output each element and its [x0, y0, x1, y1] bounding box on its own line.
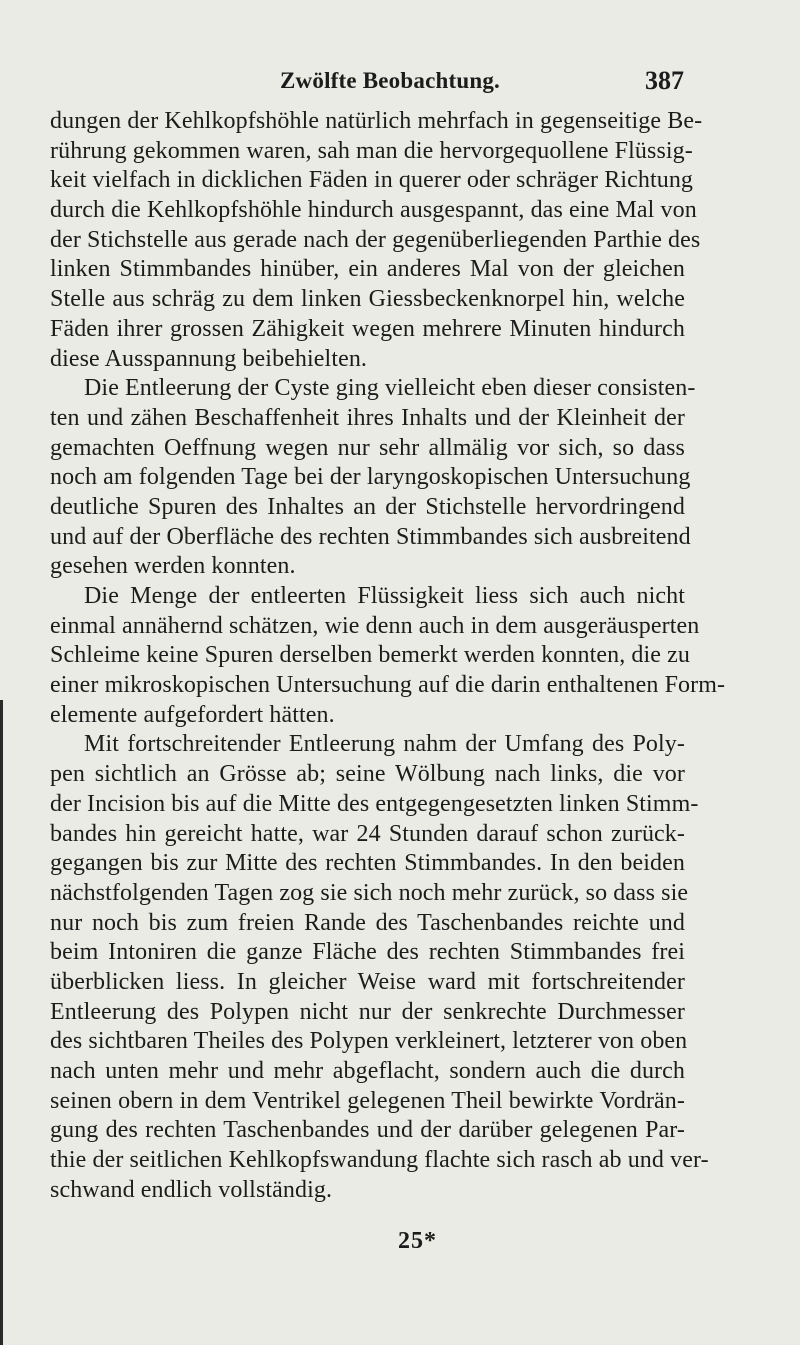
text-line: deutliche Spuren des Inhaltes an der Stichstelle hervordringend — [50, 493, 685, 520]
text-line: Schleime keine Spuren derselben bemerkt werden konnten, die zu — [50, 642, 690, 669]
chapter-title: Zwölfte Beobachtung. — [280, 68, 500, 93]
text-line: Die Menge der entleerten Flüssigkeit liess sich auch nicht — [84, 583, 685, 609]
text-line: dungen der Kehlkopfshöhle natürlich mehrfach in gegenseitige Be- — [50, 108, 703, 134]
text-line: gegangen bis zur Mitte des rechten Stimmbandes. In den beiden — [50, 850, 685, 877]
text-line: nächstfolgenden Tagen zog sie sich noch mehr zurück, so dass sie — [50, 879, 689, 906]
text-line: bandes hin gereicht hatte, war 24 Stunden darauf schon zurück- — [50, 820, 685, 847]
text-line: thie der seitlichen Kehlkopfswandung flachte sich rasch ab und ver- — [50, 1147, 709, 1174]
text-line: gung des rechten Taschenbandes und der darüber gelegenen Par- — [50, 1117, 685, 1144]
text-line: Die Entleerung der Cyste ging vielleicht eben dieser consisten- — [84, 375, 696, 402]
text-line: einmal annähernd schätzen, wie denn auch in dem ausgeräusperten — [50, 612, 700, 639]
running-head — [96, 68, 684, 102]
text-line: des sichtbaren Theiles des Polypen verkleinert, letzterer von oben — [50, 1028, 688, 1055]
text-line: rührung gekommen waren, sah man die hervorgequollene Flüssig- — [50, 137, 693, 164]
text-line: gemachten Oeffnung wegen nur sehr allmälig vor sich, so dass — [50, 434, 685, 461]
text-line: elemente aufgefordert hätten. — [50, 701, 335, 728]
text-line: einer mikroskopischen Untersuchung auf die darin enthaltenen Form- — [50, 672, 726, 699]
text-line: der Stichstelle aus gerade nach der gegenüberliegenden Parthie des — [50, 226, 701, 253]
text-line: Fäden ihrer grossen Zähigkeit wegen mehrere Minuten hindurch — [50, 315, 685, 342]
text-line: gesehen werden konnten. — [50, 553, 296, 580]
text-line: ten und zähen Beschaffenheit ihres Inhalts und der Kleinheit der — [50, 404, 685, 431]
text-line: nur noch bis zum freien Rande des Taschenbandes reichte und — [50, 909, 685, 936]
text-line: pen sichtlich an Grösse ab; seine Wölbung nach links, die vor — [50, 761, 685, 788]
text-line: der Incision bis auf die Mitte des entgegengesetzten linken Stimm- — [50, 790, 699, 817]
text-line: keit vielfach in dicklichen Fäden in querer oder schräger Richtung — [50, 167, 694, 194]
signature-mark: 25* — [398, 1228, 437, 1254]
text-line: Entleerung des Polypen nicht nur der senkrechte Durchmesser — [50, 998, 685, 1025]
text-line: seinen obern in dem Ventrikel gelegenen Theil bewirkte Vordrän- — [50, 1087, 685, 1114]
text-line: linken Stimmbandes hinüber, ein anderes Mal von der gleichen — [50, 256, 685, 283]
text-line: überblicken liess. In gleicher Weise ward mit fortschreitender — [50, 968, 685, 995]
text-line: Mit fortschreitender Entleerung nahm der Umfang des Poly- — [84, 731, 685, 758]
page-edge-shadow — [0, 700, 3, 1345]
body-text — [50, 107, 726, 1205]
text-line: schwand endlich vollständig. — [50, 1176, 333, 1203]
text-line: durch die Kehlkopfshöhle hindurch ausgespannt, das eine Mal von — [50, 197, 697, 224]
page-number: 387 — [645, 66, 684, 95]
text-line: diese Ausspannung beibehielten. — [50, 345, 368, 372]
text-line: noch am folgenden Tage bei der laryngoskopischen Untersuchung — [50, 464, 691, 491]
text-line: Stelle aus schräg zu dem linken Giessbeckenknorpel hin, welche — [50, 286, 685, 313]
text-line: und auf der Oberfläche des rechten Stimmbandes sich ausbreitend — [50, 523, 691, 550]
text-line: nach unten mehr und mehr abgeflacht, sondern auch die durch — [50, 1058, 685, 1084]
text-line: beim Intoniren die ganze Fläche des rechten Stimmbandes frei — [50, 939, 685, 966]
